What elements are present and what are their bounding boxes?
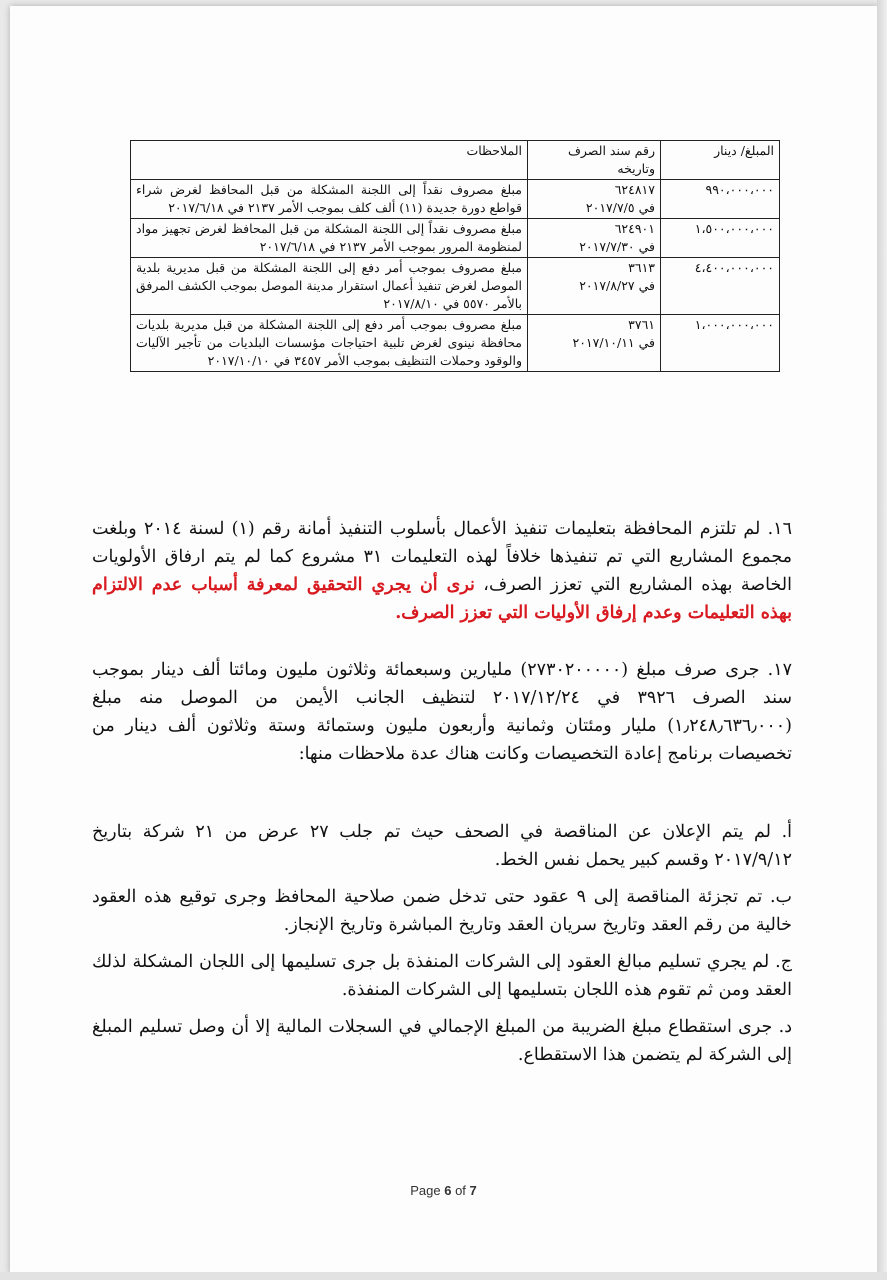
amount-cell [661,258,780,315]
notes-cell: مبلغ مصروف بموجب أمر دفع إلى اللجنة المشكلة من قبل مديرية بلدية الموصل لغرض تنفيذ أعمال استقرار مدينة الموصل بموجب الكشف المرفق بالأمر ٥٥٧٠ في ٢٠١٧/٨/١٠ [131,258,528,315]
voucher-cell [528,315,661,372]
current-page-number: 6 [444,1183,452,1198]
voucher-date: في ٢٠١٧/٧/٥ [585,200,655,215]
voucher-date: في ٢٠١٧/٨/٢٧ [579,278,655,293]
header-voucher: رقم سند الصرف وتاريخه [528,141,661,180]
voucher-date: في ٢٠١٧/٧/٣٠ [579,239,655,254]
notes-cell: مبلغ مصروف بموجب أمر دفع إلى اللجنة المشكلة من قبل مديرية بلديات محافظة نينوى لغرض تلبية احتياجات مؤسسات البلديات من تأجير الآليات والوقود وحملات التنظيف بموجب الأمر ٣٤٥٧ في ٢٠١٧/١٠/١٠ [131,315,528,372]
table-row [131,315,780,372]
page-word: Page [410,1183,441,1198]
amount-value: ١،٠٠٠،٠٠٠،٠٠٠ [694,317,774,332]
paragraph-17: ١٧. جرى صرف مبلغ (٢٧٣٠٢٠٠٠٠٠) مليارين وسبعمائة وثلاثون مليون ومائتا ألف دينار بموجب سند الصرف ٣٩٢٦ في ٢٠١٧/١٢/٢٤ لتنظيف الجانب الأيمن من الموصل منه مبلغ (١٫٢٤٨٫٦٣٦٫٠٠٠) مليار ومئتان وثمانية وأربعون مليون وستمائة وستة وثلاثون ألف دينار من تخصيصات برنامج إعادة التخصيصات وكانت هناك عدة ملاحظات منها: [92,660,793,764]
list-item: أ. لم يتم الإعلان عن المناقصة في الصحف حيث تم جلب ٢٧ عرض من ٢١ شركة بتاريخ ٢٠١٧/٩/١٢ وقسم كبير يحمل نفس الخط. [92,822,792,870]
page-footer [0,1183,887,1198]
voucher-number: ٦٢٤٨١٧ [614,182,655,197]
notes-cell: مبلغ مصروف نقداً إلى اللجنة المشكلة من قبل المحافظ لغرض تجهيز مواد لمنظومة المرور بموجب الأمر ٢١٣٧ في ٢٠١٧/٦/١٨ [131,219,528,258]
page-bottom-edge [0,1272,887,1280]
table-row [131,258,780,315]
list-item: ج. لم يجري تسليم مبالغ العقود إلى الشركات المنفذة بل جرى تسليمها إلى اللجان المشكلة لذلك العقد ومن ثم تقوم هذه اللجان بتسليمها إلى الشركات المنفذة. [92,952,792,1000]
total-pages-number: 7 [469,1183,477,1198]
amount-cell [661,315,780,372]
table-header-row [131,141,780,180]
voucher-number: ٦٢٤٩٠١ [614,221,655,236]
voucher-date: في ٢٠١٧/١٠/١١ [572,335,655,350]
voucher-cell [528,258,661,315]
notes-cell: مبلغ مصروف نقداً إلى اللجنة المشكلة من قبل المحافظ لغرض شراء قواطع دورة جديدة (١١) ألف كلف بموجب الأمر ٢١٣٧ في ٢٠١٧/٦/١٨ [131,180,528,219]
expenditure-table [130,140,780,372]
page-edge-shadow [877,0,887,1280]
recommendation-text: نرى أن يجري التحقيق لمعرفة أسباب عدم الالتزام بهذه التعليمات وعدم إرفاق الأوليات التي تعزز الصرف. [92,575,792,623]
voucher-cell [528,180,661,219]
observation-list [92,818,792,1069]
table-row [131,180,780,219]
list-item: د. جرى استقطاع مبلغ الضريبة من المبلغ الإجمالي في السجلات المالية إلا أن وصل تسليم المبلغ إلى الشركة لم يتضمن هذا الاستقطاع. [92,1017,792,1065]
amount-cell [661,219,780,258]
header-notes: الملاحظات [131,141,528,180]
voucher-number: ٣٦١٣ [628,260,655,275]
of-word: of [455,1183,466,1198]
table-row [131,219,780,258]
voucher-number: ٣٧٦١ [628,317,655,332]
paragraph-16-text: ١٦. لم تلتزم المحافظة بتعليمات تنفيذ الأعمال بأسلوب التنفيذ أمانة رقم (١) لسنة ٢٠١٤ وبلغت مجموع المشاريع التي تم تنفيذها خلافاً لهذه التعليمات ٣١ مشروع كما لم يتم ارفاق الأولويات الخاصة بهذه المشاريع التي تعزز الصرف، [92,519,792,595]
voucher-cell [528,219,661,258]
amount-cell [661,180,780,219]
header-amount: المبلغ/ دينار [661,141,780,180]
amount-value: ٤،٤٠٠،٠٠٠،٠٠٠ [694,260,774,275]
amount-value: ٩٩٠،٠٠٠،٠٠٠ [705,182,774,197]
amount-value: ١،٥٠٠،٠٠٠،٠٠٠ [694,221,774,236]
list-item: ب. تم تجزئة المناقصة إلى ٩ عقود حتى تدخل ضمن صلاحية المحافظ وجرى توقيع هذه العقود خالية من رقم العقد وتاريخ سريان العقد وتاريخ المباشرة وتاريخ الإنجاز. [92,887,792,935]
paragraph-16 [92,515,792,627]
